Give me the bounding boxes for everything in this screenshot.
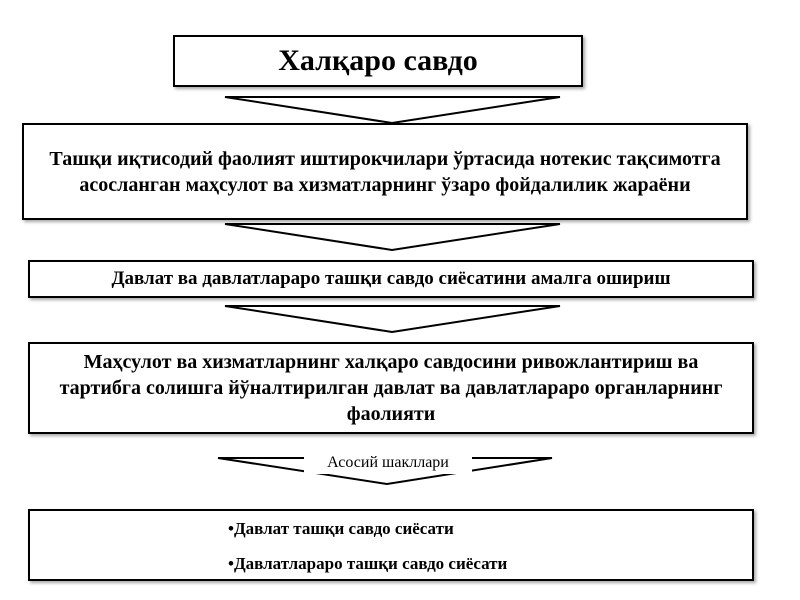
arrow-label: Асосий шакллари <box>304 452 472 474</box>
forms-box <box>28 509 754 581</box>
activity-box: Маҳсулот ва хизматларнинг халқаро савдосини ривожлантириш ва тартибга солишга йўналтирилган давлат ва давлатлараро органларнинг фаолияти <box>28 342 754 434</box>
policy-box: Давлат ва давлатлараро ташқи савдо сиёсатини амалга ошириш <box>28 260 754 298</box>
arrow-1 <box>225 97 560 123</box>
form-item: •Давлатлараро ташқи савдо сиёсати <box>228 554 508 573</box>
arrow-3 <box>225 306 560 332</box>
form-item: •Давлат ташқи савдо сиёсати <box>228 519 454 538</box>
diagram-title: Халқаро савдо <box>173 35 583 87</box>
arrow-2 <box>225 224 560 250</box>
definition-box: Ташқи иқтисодий фаолият иштирокчилари ўртасида нотекис тақсимотга асосланган маҳсулот ва хизматларнинг ўзаро фойдалилик жараёни <box>22 123 748 220</box>
